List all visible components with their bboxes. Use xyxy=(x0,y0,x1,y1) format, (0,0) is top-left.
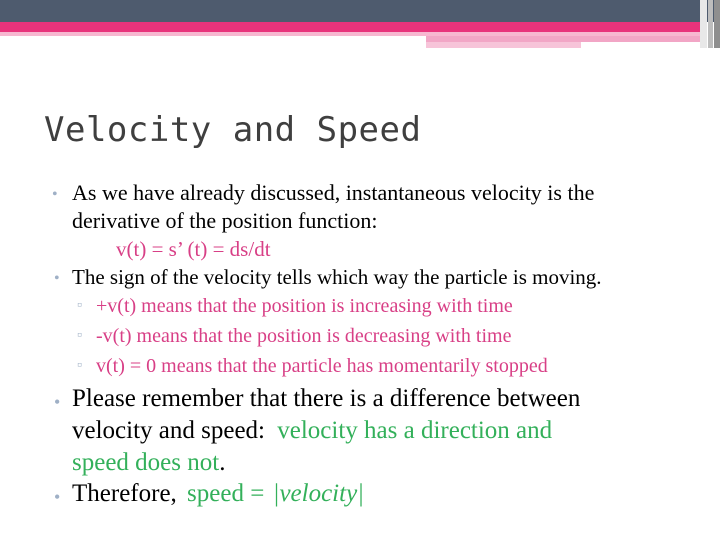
velocity-formula: v(t) = s’ (t) = ds/dt xyxy=(116,237,271,261)
bullet-3-line-3-period: . xyxy=(219,449,226,476)
bullet-1-line-1: As we have already discussed, instantaneous velocity is the xyxy=(72,180,595,205)
bullet-icon: • xyxy=(54,487,61,507)
bullet-1-line-2: derivative of the position function: xyxy=(72,208,378,233)
slide-title: Velocity and Speed xyxy=(44,110,422,150)
sub-bullet-icon: ▫ xyxy=(77,298,82,313)
bullet-icon: • xyxy=(54,392,61,412)
bullet-4 xyxy=(72,480,364,508)
edge-bar-mid xyxy=(708,0,713,48)
bullet-3-line-3-highlight: speed does not xyxy=(72,449,220,476)
header-band xyxy=(0,22,700,32)
bullet-3-line-2-highlight: velocity has a direction and xyxy=(277,417,553,444)
sub-bullet-2: -v(t) means that the position is decreasing with time xyxy=(96,325,512,347)
sub-bullet-icon: ▫ xyxy=(77,328,82,343)
bullet-3-line-2 xyxy=(72,417,552,445)
bullet-3-line-1: Please remember that there is a difference between xyxy=(72,385,581,412)
header-stripe-short xyxy=(426,42,581,48)
bullet-icon: • xyxy=(54,270,60,287)
sub-bullet-1: +v(t) means that the position is increasing with time xyxy=(96,295,513,317)
bullet-3-line-3 xyxy=(72,449,225,477)
bullet-3-line-2-text: velocity and speed: xyxy=(72,417,265,444)
edge-bar-dark xyxy=(714,0,720,48)
sub-bullet-icon: ▫ xyxy=(77,358,82,373)
bullet-2: The sign of the velocity tells which way the particle is moving. xyxy=(72,265,602,289)
bullet-4-math: |velocity| xyxy=(272,480,365,507)
bullet-4-text: Therefore, xyxy=(72,480,177,507)
bullet-4-speed: speed = xyxy=(187,480,265,507)
sub-bullet-3: v(t) = 0 means that the particle has momentarily stopped xyxy=(96,355,548,377)
bullet-icon: • xyxy=(52,186,58,203)
edge-bar-light xyxy=(700,0,707,48)
top-bar xyxy=(0,0,720,22)
